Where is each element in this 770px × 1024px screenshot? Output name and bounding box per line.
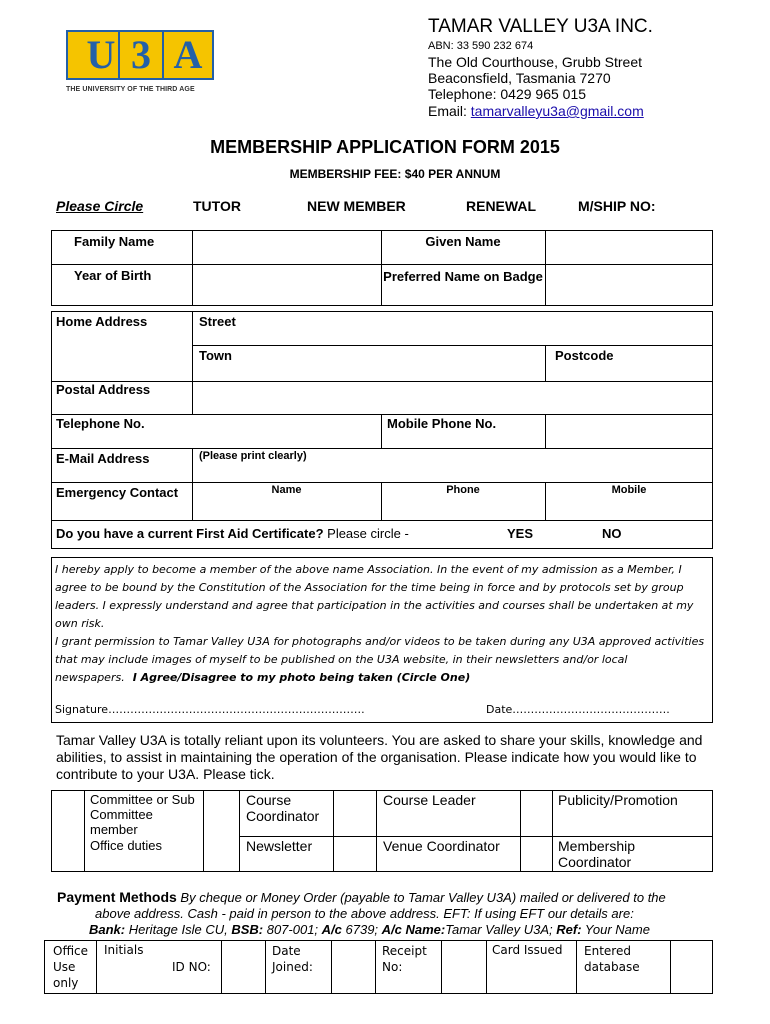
address-line-1: The Old Courthouse, Grubb Street (428, 54, 642, 70)
ac-name-label: A/c Name: (381, 922, 446, 937)
ref-value: Your Name (581, 922, 650, 937)
postcode-field[interactable] (630, 347, 710, 379)
logo-letter-u: U (66, 30, 136, 80)
bsb-label: BSB: (231, 922, 264, 937)
given-name-field[interactable] (547, 232, 711, 262)
vol-course-coordinator: Course Coordinator (246, 792, 320, 824)
postcode-label: Postcode (555, 348, 614, 363)
tick-course-coordinator[interactable] (204, 792, 238, 870)
emergency-contact-label: Emergency Contact (56, 485, 179, 500)
street-label: Street (199, 314, 236, 329)
payment-text-1: By cheque or Money Order (payable to Tamar Valley U3A) mailed or delivered to the (176, 890, 666, 905)
logo-letter-3: 3 (118, 30, 164, 80)
id-no-label: ID NO: (172, 960, 211, 974)
year-of-birth-label: Year of Birth (74, 268, 152, 283)
vol-office-duties: Office duties (90, 838, 163, 853)
mobile-label: Mobile Phone No. (387, 416, 497, 431)
emergency-mobile-field[interactable] (547, 498, 711, 518)
ac-name-value: Tamar Valley U3A; (445, 922, 557, 937)
payment-section (57, 889, 747, 938)
emergency-name-label: Name (271, 484, 302, 496)
address-line-2: Beaconsfield, Tasmania 7270 (428, 70, 611, 86)
email-link[interactable]: tamarvalleyu3a@gmail.com (470, 103, 644, 119)
family-name-label: Family Name (74, 234, 155, 249)
office-use-label: Office Use only (53, 944, 89, 990)
town-label: Town (199, 348, 232, 363)
entered-database-field[interactable] (671, 942, 712, 992)
logo-letter-a: A (162, 30, 214, 80)
vol-membership-coordinator: Membership Coordinator (558, 838, 636, 870)
bsb-value: 807-001; (263, 922, 322, 937)
emergency-mobile-label: Mobile (611, 484, 647, 496)
preferred-name-field[interactable] (547, 266, 711, 304)
photo-consent[interactable]: I Agree/Disagree to my photo being taken (Circle One) (132, 671, 471, 684)
first-aid-yes[interactable]: YES (507, 526, 534, 541)
membership-fee: MEMBERSHIP FEE: $40 PER ANNUM (289, 167, 501, 181)
telephone-label: Telephone No. (56, 416, 145, 431)
telephone: Telephone: 0429 965 015 (428, 86, 587, 102)
receipt-label: Receipt No: (382, 944, 427, 974)
email-address-field[interactable] (194, 465, 711, 480)
bank-value: Heritage Isle CU, (125, 922, 232, 937)
home-address-label: Home Address (56, 314, 148, 329)
vol-committee: Committee or Sub Committee member (90, 792, 195, 837)
option-tutor[interactable]: TUTOR (193, 198, 241, 214)
bank-details (57, 922, 747, 938)
u3a-logo (66, 30, 214, 93)
payment-title: Payment Methods (57, 889, 177, 905)
street-field[interactable] (250, 313, 710, 343)
option-new-member[interactable]: NEW MEMBER (307, 198, 406, 214)
entered-database-label: Entered database (584, 944, 640, 974)
payment-line-2: above address. Cash - paid in person to the above address. EFT: If using EFT our details are: (95, 906, 634, 921)
year-of-birth-field[interactable] (194, 266, 379, 304)
family-name-field[interactable] (194, 232, 379, 262)
volunteer-intro: Tamar Valley U3A is totally reliant upon its volunteers. You are asked to share your skills, knowledge and abilities, to assist in maintaining the operation of the organisation. Please indicate how you would like to contribute to your U3A. Please tick. (56, 732, 703, 782)
declaration-para-2 (55, 633, 710, 687)
card-issued-label: Card Issued (492, 943, 563, 957)
declaration-para-1: I hereby apply to become a member of the above name Association. In the event of my admission as a Member, I agree to be bound by the Constitution of the Association for the time being in force and by protocols set by group leaders. I expressly understand and agree that participation in the activities and courses shall be undertaken at my own risk. (55, 563, 694, 630)
vol-newsletter: Newsletter (246, 838, 313, 854)
date-line[interactable]: Date……………………………………. (486, 703, 670, 716)
town-field[interactable] (245, 347, 543, 379)
first-aid-no[interactable]: NO (602, 526, 622, 541)
logo-tagline: THE UNIVERSITY OF THE THIRD AGE (66, 86, 195, 93)
ref-label: Ref: (556, 922, 582, 937)
declaration-text (55, 561, 710, 687)
declaration-para-2-text: I grant permission to Tamar Valley U3A for photographs and/or videos to be taken during any U3A approved activities that may include images of myself to be published on the U3A website, in their newsletters and/or local newspapers. (55, 635, 705, 684)
first-aid-q: Do you have a current First Aid Certificate? (56, 526, 324, 541)
vol-course-leader: Course Leader (383, 792, 476, 808)
vol-venue-coordinator: Venue Coordinator (383, 838, 500, 854)
form-title: MEMBERSHIP APPLICATION FORM 2015 (210, 137, 560, 157)
ac-label: A/c (321, 922, 342, 937)
ac-value: 6739; (341, 922, 382, 937)
payment-line-1 (57, 889, 747, 906)
tick-office-duties[interactable] (51, 838, 83, 870)
tick-committee[interactable] (51, 792, 83, 828)
abn: ABN: 33 590 232 674 (428, 40, 534, 52)
id-no-field[interactable] (222, 942, 264, 992)
given-name-label: Given Name (425, 234, 501, 249)
bank-label: Bank: (89, 922, 126, 937)
date-joined-field[interactable] (332, 942, 374, 992)
please-circle-label: Please Circle (56, 198, 144, 214)
vol-publicity: Publicity/Promotion (558, 792, 678, 808)
org-name: TAMAR VALLEY U3A INC. (428, 16, 653, 37)
mobile-field[interactable] (547, 416, 711, 446)
membership-number-label: M/SHIP NO: (578, 198, 656, 214)
postal-address-label: Postal Address (56, 382, 151, 397)
initials-label: Initials (104, 943, 144, 957)
receipt-field[interactable] (442, 942, 485, 992)
tick-publicity-membership[interactable] (521, 792, 551, 870)
postal-address-field[interactable] (194, 383, 711, 412)
first-aid-circle: Please circle - (323, 526, 409, 541)
tick-venue-coordinator[interactable] (334, 838, 375, 870)
tick-course-leader[interactable] (334, 792, 375, 835)
telephone-field[interactable] (194, 416, 379, 446)
option-renewal[interactable]: RENEWAL (466, 198, 536, 214)
first-aid-question (56, 526, 409, 541)
email-note: (Please print clearly) (199, 450, 307, 462)
email-address-label: E-Mail Address (56, 451, 150, 466)
emergency-phone-label: Phone (446, 484, 480, 496)
signature-line[interactable]: Signature……………………………………………………………. (55, 703, 365, 716)
email-label: Email: (428, 103, 471, 119)
email-line (428, 103, 644, 119)
date-joined-label: Date Joined: (272, 944, 313, 974)
preferred-name-label: Preferred Name on Badge (383, 269, 543, 284)
emergency-name-field[interactable] (194, 498, 379, 518)
emergency-phone-field[interactable] (383, 498, 543, 518)
